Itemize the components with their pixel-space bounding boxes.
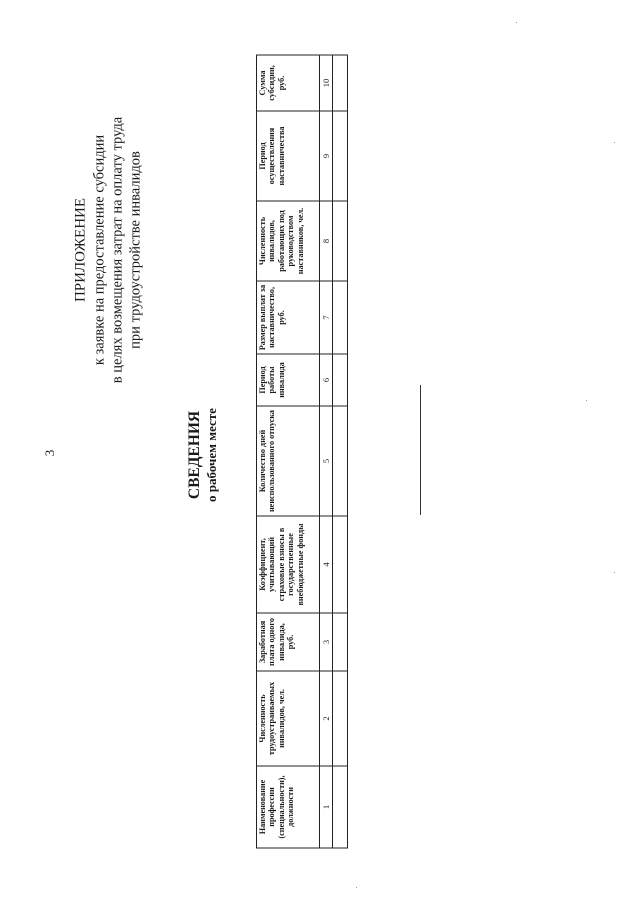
column-header: Период работы инвалида [257, 354, 320, 406]
table-cell[interactable] [332, 281, 347, 354]
table-cell[interactable] [332, 516, 347, 613]
column-header: Наименование профессии (специальности), должности [257, 766, 320, 848]
column-header: Размер выплат за наставничество, руб. [257, 281, 320, 354]
signature-line [420, 385, 421, 515]
table-cell[interactable] [332, 111, 347, 201]
scan-speck [586, 400, 587, 401]
column-number: 7 [319, 281, 332, 354]
column-number: 1 [319, 766, 332, 848]
scan-speck [516, 22, 517, 23]
table-cell[interactable] [332, 613, 347, 671]
table-cell[interactable] [332, 671, 347, 766]
page-number: 3 [42, 449, 57, 457]
column-header: Коэффициент, учитывающий страховые взносы в государственные внебюджетные фонды [257, 516, 320, 613]
appendix-line: к заявке на предоставление субсидии [91, 134, 108, 366]
column-header: Сумма субсидии, руб. [257, 55, 320, 111]
column-number: 10 [319, 55, 332, 111]
heading-subtitle: о рабочем месте [204, 408, 219, 502]
column-number: 5 [319, 406, 332, 516]
table-cell[interactable] [332, 201, 347, 281]
table-cell[interactable] [332, 55, 347, 111]
document-heading [186, 408, 220, 502]
column-number: 4 [319, 516, 332, 613]
appendix-line: в целях возмещения затрат на оплату труда [109, 116, 126, 384]
column-number: 9 [319, 111, 332, 201]
column-header: Количество дней неиспользованного отпуска [257, 406, 320, 516]
column-number: 3 [319, 613, 332, 671]
column-header: Численность трудоустраиваемых инвалидов, чел. [257, 671, 320, 766]
workplace-table-wrapper [256, 56, 348, 849]
table-header-row [257, 55, 320, 848]
heading-title: СВЕДЕНИЯ [186, 410, 203, 500]
column-number: 8 [319, 201, 332, 281]
table-data-row [332, 55, 347, 848]
table-cell[interactable] [332, 406, 347, 516]
column-header: Заработная плата одного инвалида, руб. [257, 613, 320, 671]
column-number: 2 [319, 671, 332, 766]
column-header: Период осуществления наставничества [257, 111, 320, 201]
scan-speck [614, 142, 615, 143]
appendix-title: ПРИЛОЖЕНИЕ [72, 197, 89, 303]
appendix-block [72, 117, 145, 383]
scan-speck [356, 887, 357, 888]
column-header: Численность инвалидов, работающих под руководством наставников, чел. [257, 201, 320, 281]
scan-speck [614, 572, 615, 573]
table-cell[interactable] [332, 766, 347, 848]
column-number: 6 [319, 354, 332, 406]
workplace-info-table [256, 55, 348, 849]
table-cell[interactable] [332, 354, 347, 406]
appendix-line: при трудоустройстве инвалидов [127, 151, 144, 349]
column-number-row [319, 55, 332, 848]
